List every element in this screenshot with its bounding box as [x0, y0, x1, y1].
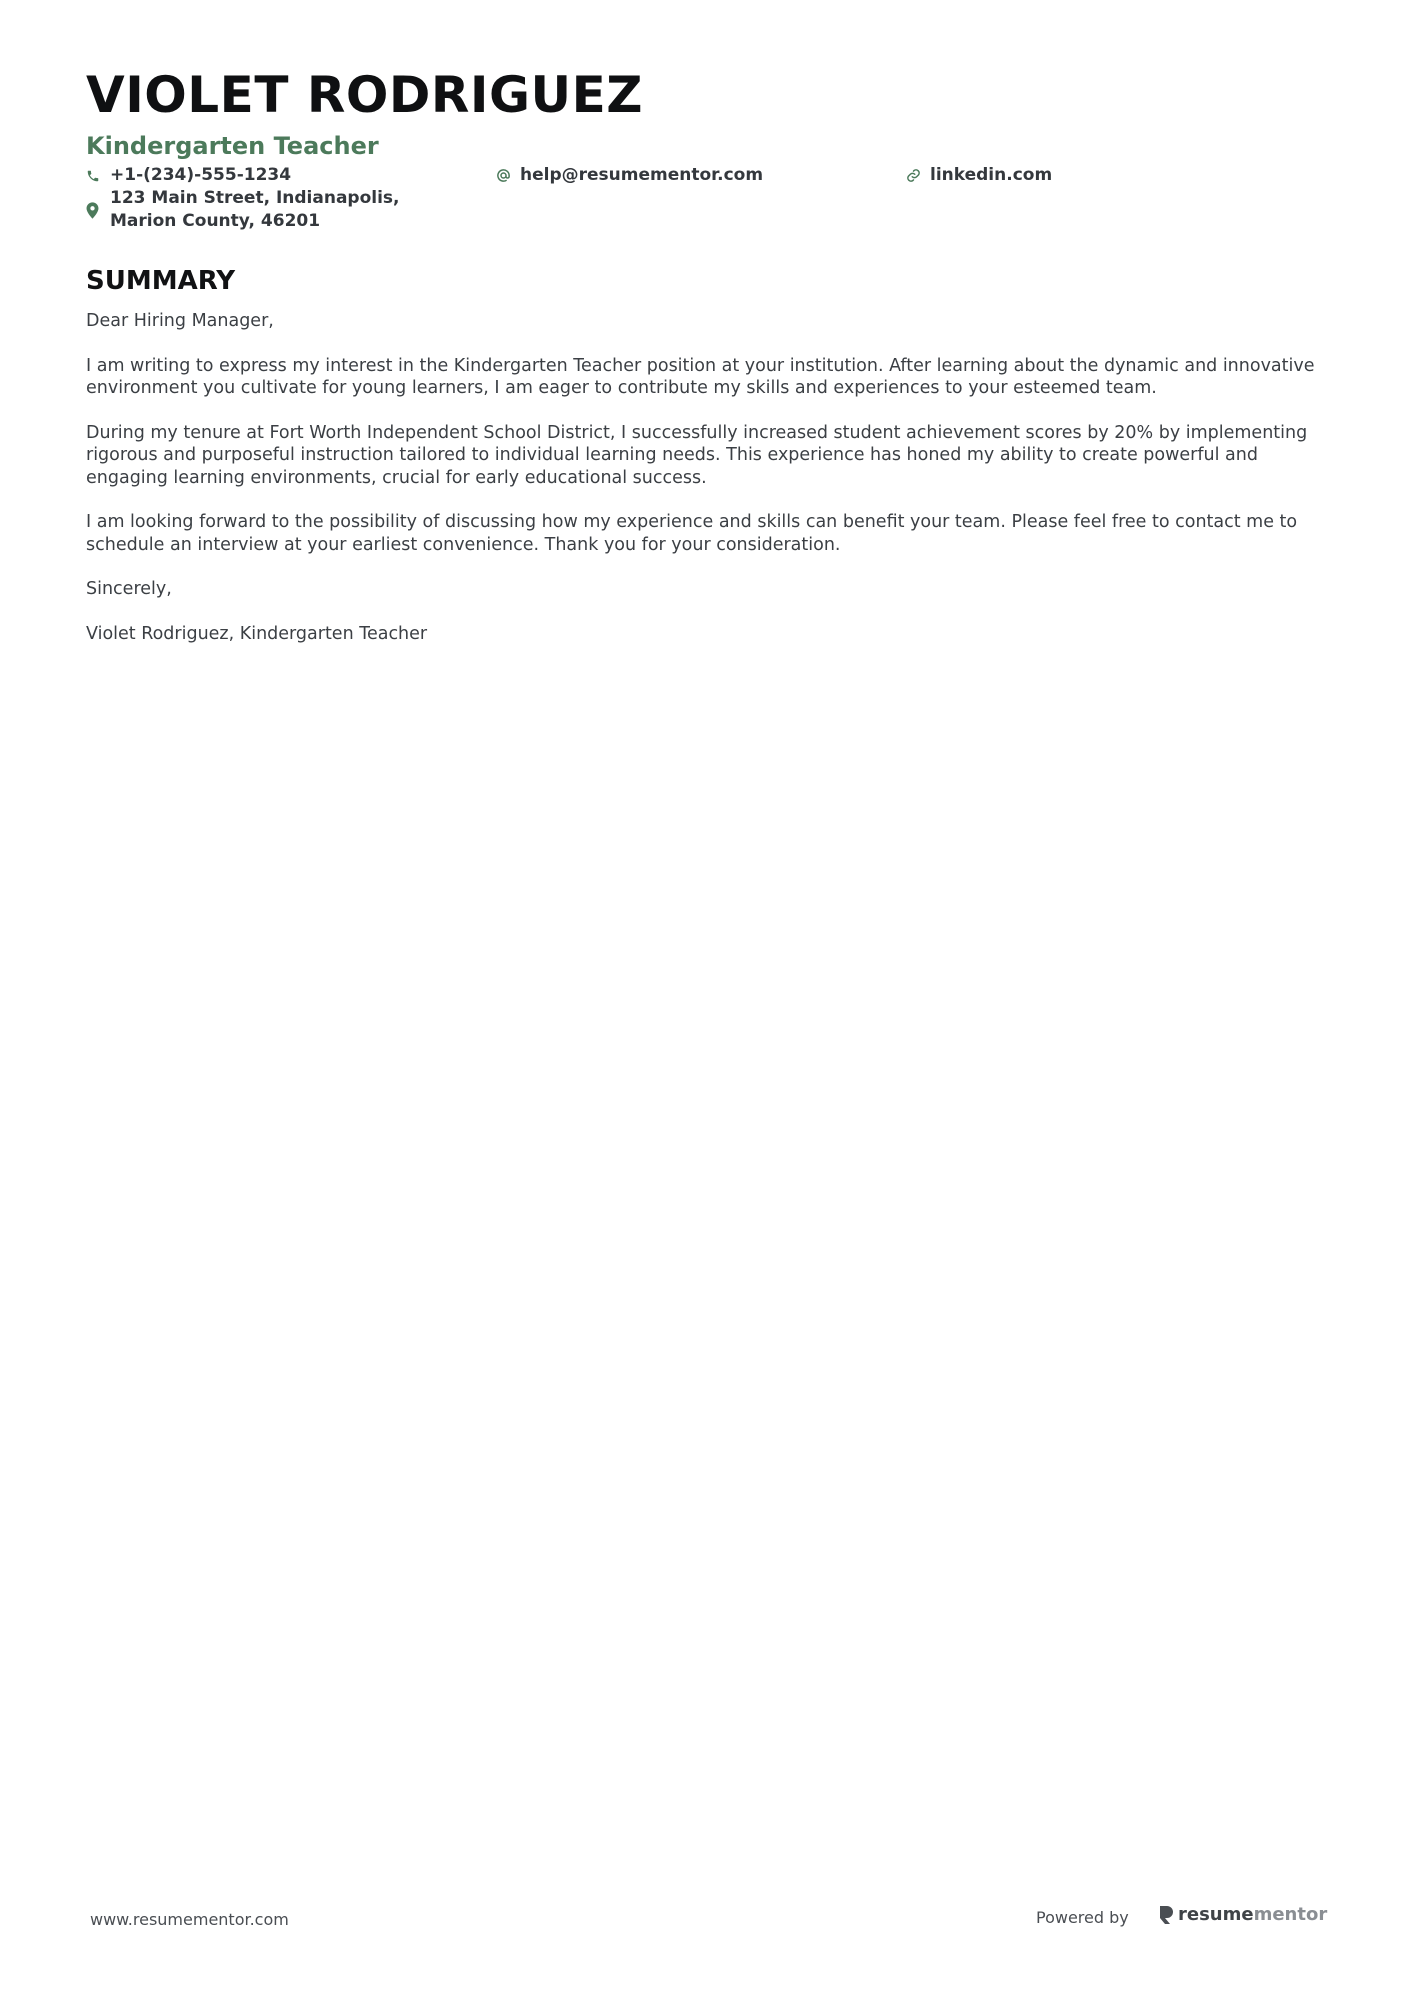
summary-heading: SUMMARY	[86, 266, 236, 296]
paragraph-experience: During my tenure at Fort Worth Independent School District, I successfully increased student achievement scores by 20% by implementing rigorous and purposeful instruction tailored to individual learning needs. This experience has honed my ability to create powerful and engaging learning environments, crucial for early educational success.	[86, 422, 1308, 488]
paragraph-intro: I am writing to express my interest in the Kindergarten Teacher position at your institution. After learning about the dynamic and innovative environment you cultivate for young learners, I am eager to contribute my skills and experiences to your esteemed team.	[86, 355, 1315, 398]
contact-address	[86, 187, 466, 233]
paragraph-closing: I am looking forward to the possibility of discussing how my experience and skills can benefit your team. Please feel free to contact me to schedule an interview at your earliest convenience. Thank you for your consideration.	[86, 512, 1298, 555]
brand-text-bold: resume	[1178, 1904, 1254, 1925]
signature: Violet Rodriguez, Kindergarten Teacher	[86, 623, 428, 644]
sign-off: Sincerely,	[86, 579, 172, 599]
salutation: Dear Hiring Manager,	[86, 311, 274, 331]
brand-text-light: mentor	[1253, 1904, 1328, 1925]
contact-email	[496, 164, 763, 187]
contact-phone	[86, 164, 291, 187]
footer-website[interactable]: www.resumementor.com	[90, 1910, 289, 1929]
cover-letter-body	[86, 310, 1326, 667]
contact-link	[906, 164, 1052, 187]
at-icon	[496, 164, 512, 187]
phone-text: +1-(234)-555-1234	[110, 165, 292, 185]
location-pin-icon	[86, 187, 102, 233]
job-title: Kindergarten Teacher	[86, 132, 379, 160]
resumementor-logo[interactable]	[1158, 1904, 1327, 1925]
powered-by-label: Powered by	[1036, 1908, 1129, 1927]
email-text[interactable]: help@resumementor.com	[520, 165, 764, 185]
link-text[interactable]: linkedin.com	[930, 165, 1053, 185]
candidate-name: VIOLET RODRIGUEZ	[86, 66, 643, 124]
resumementor-logo-icon	[1158, 1905, 1174, 1925]
link-icon	[906, 164, 922, 187]
phone-icon	[86, 164, 102, 187]
address-text: 123 Main Street, Indianapolis, Marion County, 46201	[110, 188, 400, 231]
